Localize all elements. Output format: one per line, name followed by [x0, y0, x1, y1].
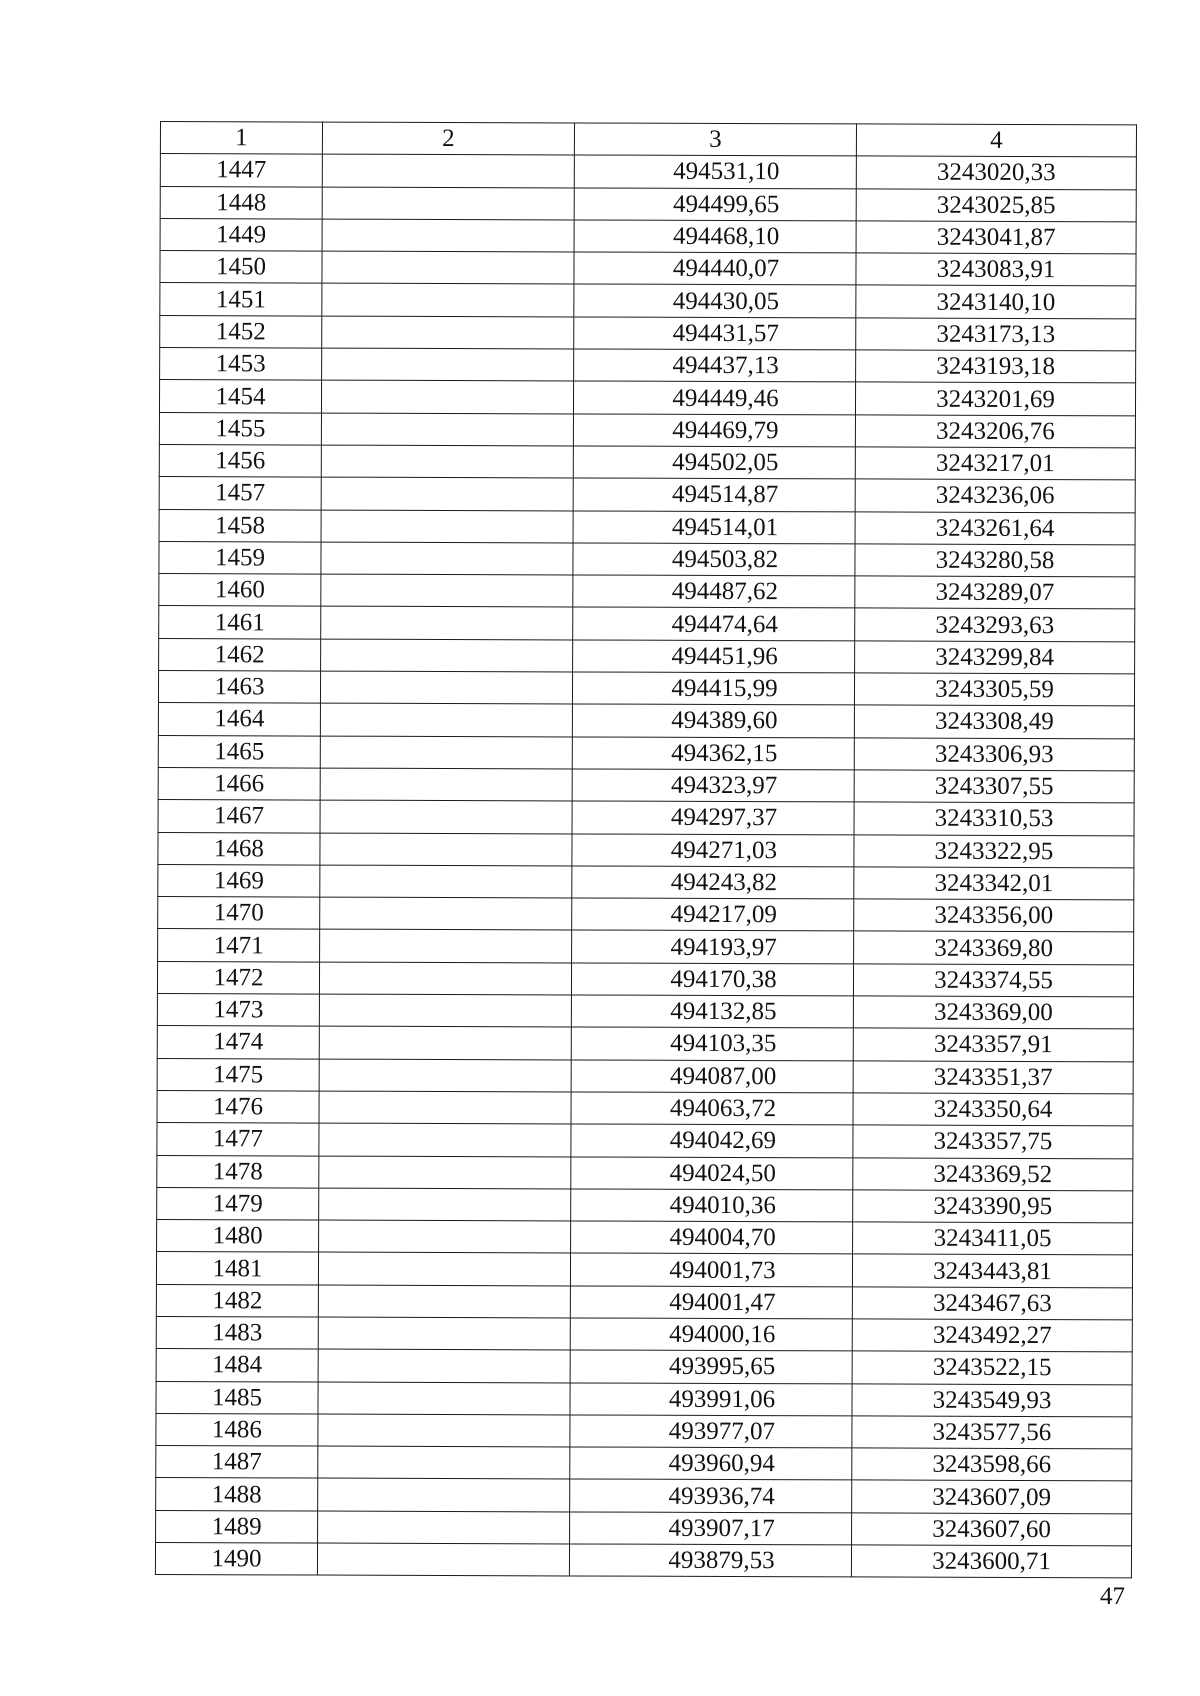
x-coordinate-cell: 493960,94: [570, 1447, 852, 1480]
point-number-cell: 1452: [160, 315, 322, 348]
column-2-cell: [321, 510, 573, 543]
table-row: [158, 897, 1134, 933]
table-row: [159, 509, 1135, 545]
point-number-cell: 1463: [158, 671, 320, 704]
table-row: [158, 735, 1134, 771]
x-coordinate-cell: 494440,07: [574, 252, 856, 285]
column-2-cell: [318, 1479, 570, 1512]
x-coordinate-cell: 494430,05: [574, 284, 856, 317]
y-coordinate-cell: 3243083,91: [856, 253, 1136, 286]
point-number-cell: 1481: [156, 1252, 318, 1285]
point-number-cell: 1462: [159, 638, 321, 671]
table-row: [157, 961, 1133, 997]
y-coordinate-cell: 3243356,00: [854, 899, 1134, 932]
point-number-cell: 1470: [158, 897, 320, 930]
point-number-cell: 1476: [157, 1090, 319, 1123]
x-coordinate-cell: 493991,06: [570, 1383, 852, 1416]
table-row: [156, 1446, 1132, 1482]
point-number-cell: 1474: [157, 1026, 319, 1059]
y-coordinate-cell: 3243217,01: [855, 447, 1135, 480]
column-2-cell: [318, 1414, 570, 1447]
column-2-cell: [322, 219, 574, 252]
y-coordinate-cell: 3243206,76: [855, 415, 1135, 448]
x-coordinate-cell: 494451,96: [573, 640, 855, 673]
point-number-cell: 1448: [160, 186, 322, 219]
y-coordinate-cell: 3243342,01: [854, 867, 1134, 900]
y-coordinate-cell: 3243308,49: [854, 705, 1134, 738]
y-coordinate-cell: 3243140,10: [856, 285, 1136, 318]
table-row: [158, 800, 1134, 836]
table-row: [156, 1381, 1132, 1417]
column-2-cell: [320, 897, 572, 930]
point-number-cell: 1488: [156, 1478, 318, 1511]
y-coordinate-cell: 3243577,56: [852, 1416, 1132, 1449]
table-row: [156, 1284, 1132, 1320]
column-2-cell: [318, 1382, 570, 1415]
table-row: [159, 638, 1135, 674]
point-number-cell: 1460: [159, 574, 321, 607]
y-coordinate-cell: 3243310,53: [854, 802, 1134, 835]
x-coordinate-cell: 494024,50: [571, 1156, 853, 1189]
y-coordinate-cell: 3243020,33: [856, 156, 1136, 189]
column-2-cell: [321, 542, 573, 575]
column-2-cell: [319, 1091, 571, 1124]
x-coordinate-cell: 494531,10: [574, 155, 856, 188]
point-number-cell: 1458: [159, 509, 321, 542]
point-number-cell: 1471: [158, 929, 320, 962]
x-coordinate-cell: 494415,99: [572, 672, 854, 705]
x-coordinate-cell: 494362,15: [572, 737, 854, 770]
point-number-cell: 1485: [156, 1381, 318, 1414]
table-row: [157, 1220, 1133, 1256]
table-row: [158, 671, 1134, 707]
header-row: [160, 122, 1136, 158]
column-2-cell: [318, 1252, 570, 1285]
column-2-cell: [320, 671, 572, 704]
column-2-cell: [318, 1285, 570, 1318]
column-2-cell: [320, 865, 572, 898]
point-number-cell: 1454: [159, 380, 321, 413]
table-row: [156, 1316, 1132, 1352]
column-header: 1: [160, 122, 322, 155]
table-row: [159, 541, 1135, 577]
table-row: [157, 1155, 1133, 1191]
point-number-cell: 1483: [156, 1316, 318, 1349]
table-row: [160, 154, 1136, 190]
y-coordinate-cell: 3243357,91: [853, 1028, 1133, 1061]
point-number-cell: 1490: [155, 1543, 317, 1576]
coordinates-table: [155, 121, 1137, 1579]
x-coordinate-cell: 493977,07: [570, 1415, 852, 1448]
x-coordinate-cell: 494132,85: [571, 995, 853, 1028]
column-2-cell: [320, 703, 572, 736]
y-coordinate-cell: 3243467,63: [852, 1287, 1132, 1320]
table-row: [160, 218, 1136, 254]
point-number-cell: 1453: [160, 348, 322, 381]
column-2-cell: [321, 607, 573, 640]
y-coordinate-cell: 3243600,71: [851, 1545, 1131, 1578]
x-coordinate-cell: 494000,16: [570, 1318, 852, 1351]
column-2-cell: [320, 929, 572, 962]
point-number-cell: 1456: [159, 444, 321, 477]
column-2-cell: [321, 574, 573, 607]
point-number-cell: 1449: [160, 218, 322, 251]
x-coordinate-cell: 494243,82: [572, 866, 854, 899]
y-coordinate-cell: 3243374,55: [853, 964, 1133, 997]
x-coordinate-cell: 494063,72: [571, 1092, 853, 1125]
table-row: [156, 1252, 1132, 1288]
column-2-cell: [318, 1349, 570, 1382]
point-number-cell: 1487: [156, 1446, 318, 1479]
column-2-cell: [320, 768, 572, 801]
point-number-cell: 1484: [156, 1349, 318, 1382]
column-2-cell: [322, 284, 574, 317]
y-coordinate-cell: 3243607,60: [852, 1513, 1132, 1546]
x-coordinate-cell: 493995,65: [570, 1350, 852, 1383]
x-coordinate-cell: 494437,13: [574, 349, 856, 382]
y-coordinate-cell: 3243201,69: [855, 382, 1135, 415]
x-coordinate-cell: 493907,17: [570, 1512, 852, 1545]
point-number-cell: 1469: [158, 864, 320, 897]
point-number-cell: 1450: [160, 251, 322, 284]
column-2-cell: [318, 1511, 570, 1544]
x-coordinate-cell: 494271,03: [572, 833, 854, 866]
point-number-cell: 1455: [159, 412, 321, 445]
column-2-cell: [322, 251, 574, 284]
table-row: [157, 994, 1133, 1030]
y-coordinate-cell: 3243305,59: [854, 673, 1134, 706]
table-row: [159, 606, 1135, 642]
table-row: [159, 477, 1135, 513]
point-number-cell: 1482: [156, 1284, 318, 1317]
point-number-cell: 1475: [157, 1058, 319, 1091]
table-row: [160, 186, 1136, 222]
table-body: [155, 154, 1136, 1578]
point-number-cell: 1468: [158, 832, 320, 865]
x-coordinate-cell: 494502,05: [573, 446, 855, 479]
y-coordinate-cell: 3243193,18: [856, 350, 1136, 383]
column-2-cell: [320, 833, 572, 866]
y-coordinate-cell: 3243369,52: [853, 1157, 1133, 1190]
x-coordinate-cell: 494010,36: [571, 1189, 853, 1222]
x-coordinate-cell: 494389,60: [572, 704, 854, 737]
column-2-cell: [321, 445, 573, 478]
x-coordinate-cell: 494449,46: [573, 381, 855, 414]
y-coordinate-cell: 3243443,81: [852, 1254, 1132, 1287]
y-coordinate-cell: 3243549,93: [852, 1384, 1132, 1417]
x-coordinate-cell: 494514,01: [573, 511, 855, 544]
y-coordinate-cell: 3243390,95: [853, 1190, 1133, 1223]
table-row: [158, 767, 1134, 803]
page-number: 47: [1100, 1583, 1125, 1610]
y-coordinate-cell: 3243041,87: [856, 221, 1136, 254]
point-number-cell: 1459: [159, 541, 321, 574]
table-row: [160, 315, 1136, 351]
x-coordinate-cell: 494468,10: [574, 220, 856, 253]
table-row: [155, 1543, 1131, 1579]
y-coordinate-cell: 3243350,64: [853, 1093, 1133, 1126]
column-2-cell: [320, 736, 572, 769]
x-coordinate-cell: 494474,64: [573, 607, 855, 640]
point-number-cell: 1489: [156, 1510, 318, 1543]
point-number-cell: 1486: [156, 1413, 318, 1446]
table-row: [159, 380, 1135, 416]
column-2-cell: [319, 962, 571, 995]
point-number-cell: 1473: [157, 994, 319, 1027]
x-coordinate-cell: 494469,79: [573, 414, 855, 447]
column-2-cell: [322, 348, 574, 381]
x-coordinate-cell: 494487,62: [573, 575, 855, 608]
column-2-cell: [319, 1156, 571, 1189]
x-coordinate-cell: 493936,74: [570, 1479, 852, 1512]
table-row: [157, 1090, 1133, 1126]
table-row: [156, 1510, 1132, 1546]
column-2-cell: [319, 1188, 571, 1221]
column-header: 2: [322, 122, 574, 155]
point-number-cell: 1447: [160, 154, 322, 187]
x-coordinate-cell: 494431,57: [574, 317, 856, 350]
y-coordinate-cell: 3243522,15: [852, 1351, 1132, 1384]
point-number-cell: 1477: [157, 1123, 319, 1156]
table-row: [158, 703, 1134, 739]
column-2-cell: [318, 1446, 570, 1479]
column-2-cell: [317, 1543, 569, 1576]
y-coordinate-cell: 3243369,80: [854, 931, 1134, 964]
y-coordinate-cell: 3243351,37: [853, 1061, 1133, 1094]
table-row: [157, 1058, 1133, 1094]
y-coordinate-cell: 3243299,84: [855, 641, 1135, 674]
y-coordinate-cell: 3243261,64: [855, 511, 1135, 544]
y-coordinate-cell: 3243598,66: [852, 1448, 1132, 1481]
x-coordinate-cell: 494217,09: [572, 898, 854, 931]
column-2-cell: [319, 1123, 571, 1156]
y-coordinate-cell: 3243280,58: [855, 544, 1135, 577]
column-2-cell: [319, 1220, 571, 1253]
y-coordinate-cell: 3243411,05: [853, 1222, 1133, 1255]
x-coordinate-cell: 494042,69: [571, 1124, 853, 1157]
point-number-cell: 1480: [157, 1220, 319, 1253]
x-coordinate-cell: 494499,65: [574, 188, 856, 221]
table-row: [157, 1123, 1133, 1159]
x-coordinate-cell: 493879,53: [569, 1544, 851, 1577]
column-2-cell: [318, 1317, 570, 1350]
table-row: [159, 444, 1135, 480]
point-number-cell: 1451: [160, 283, 322, 316]
table-row: [159, 574, 1135, 610]
x-coordinate-cell: 494193,97: [572, 930, 854, 963]
table-row: [158, 929, 1134, 965]
point-number-cell: 1467: [158, 800, 320, 833]
column-2-cell: [322, 154, 574, 187]
table-row: [160, 348, 1136, 384]
column-2-cell: [322, 187, 574, 220]
column-2-cell: [321, 380, 573, 413]
column-2-cell: [322, 316, 574, 349]
point-number-cell: 1464: [158, 703, 320, 736]
table-row: [156, 1478, 1132, 1514]
table-row: [156, 1349, 1132, 1385]
table-row: [156, 1413, 1132, 1449]
x-coordinate-cell: 494514,87: [573, 478, 855, 511]
x-coordinate-cell: 494503,82: [573, 543, 855, 576]
column-2-cell: [319, 1026, 571, 1059]
y-coordinate-cell: 3243306,93: [854, 738, 1134, 771]
y-coordinate-cell: 3243025,85: [856, 189, 1136, 222]
point-number-cell: 1465: [158, 735, 320, 768]
table-row: [158, 864, 1134, 900]
column-header: 4: [856, 124, 1136, 157]
column-header: 3: [574, 123, 856, 156]
table-row: [157, 1187, 1133, 1223]
point-number-cell: 1479: [157, 1187, 319, 1220]
table-row: [158, 832, 1134, 868]
y-coordinate-cell: 3243369,00: [853, 996, 1133, 1029]
y-coordinate-cell: 3243357,75: [853, 1125, 1133, 1158]
table-header: [160, 122, 1136, 158]
y-coordinate-cell: 3243289,07: [855, 576, 1135, 609]
table-row: [159, 412, 1135, 448]
column-2-cell: [321, 639, 573, 672]
x-coordinate-cell: 494297,37: [572, 801, 854, 834]
column-2-cell: [321, 413, 573, 446]
x-coordinate-cell: 494001,47: [570, 1286, 852, 1319]
table-row: [160, 251, 1136, 287]
column-2-cell: [320, 800, 572, 833]
point-number-cell: 1466: [158, 767, 320, 800]
point-number-cell: 1457: [159, 477, 321, 510]
point-number-cell: 1461: [159, 606, 321, 639]
column-2-cell: [321, 477, 573, 510]
x-coordinate-cell: 494004,70: [571, 1221, 853, 1254]
y-coordinate-cell: 3243322,95: [854, 834, 1134, 867]
y-coordinate-cell: 3243293,63: [855, 608, 1135, 641]
y-coordinate-cell: 3243173,13: [856, 318, 1136, 351]
table-row: [157, 1026, 1133, 1062]
y-coordinate-cell: 3243307,55: [854, 770, 1134, 803]
x-coordinate-cell: 494087,00: [571, 1060, 853, 1093]
y-coordinate-cell: 3243607,09: [852, 1480, 1132, 1513]
table-row: [160, 283, 1136, 319]
y-coordinate-cell: 3243492,27: [852, 1319, 1132, 1352]
x-coordinate-cell: 494170,38: [571, 963, 853, 996]
x-coordinate-cell: 494103,35: [571, 1027, 853, 1060]
column-2-cell: [319, 1059, 571, 1092]
y-coordinate-cell: 3243236,06: [855, 479, 1135, 512]
x-coordinate-cell: 494001,73: [570, 1253, 852, 1286]
point-number-cell: 1472: [157, 961, 319, 994]
column-2-cell: [319, 994, 571, 1027]
point-number-cell: 1478: [157, 1155, 319, 1188]
x-coordinate-cell: 494323,97: [572, 769, 854, 802]
